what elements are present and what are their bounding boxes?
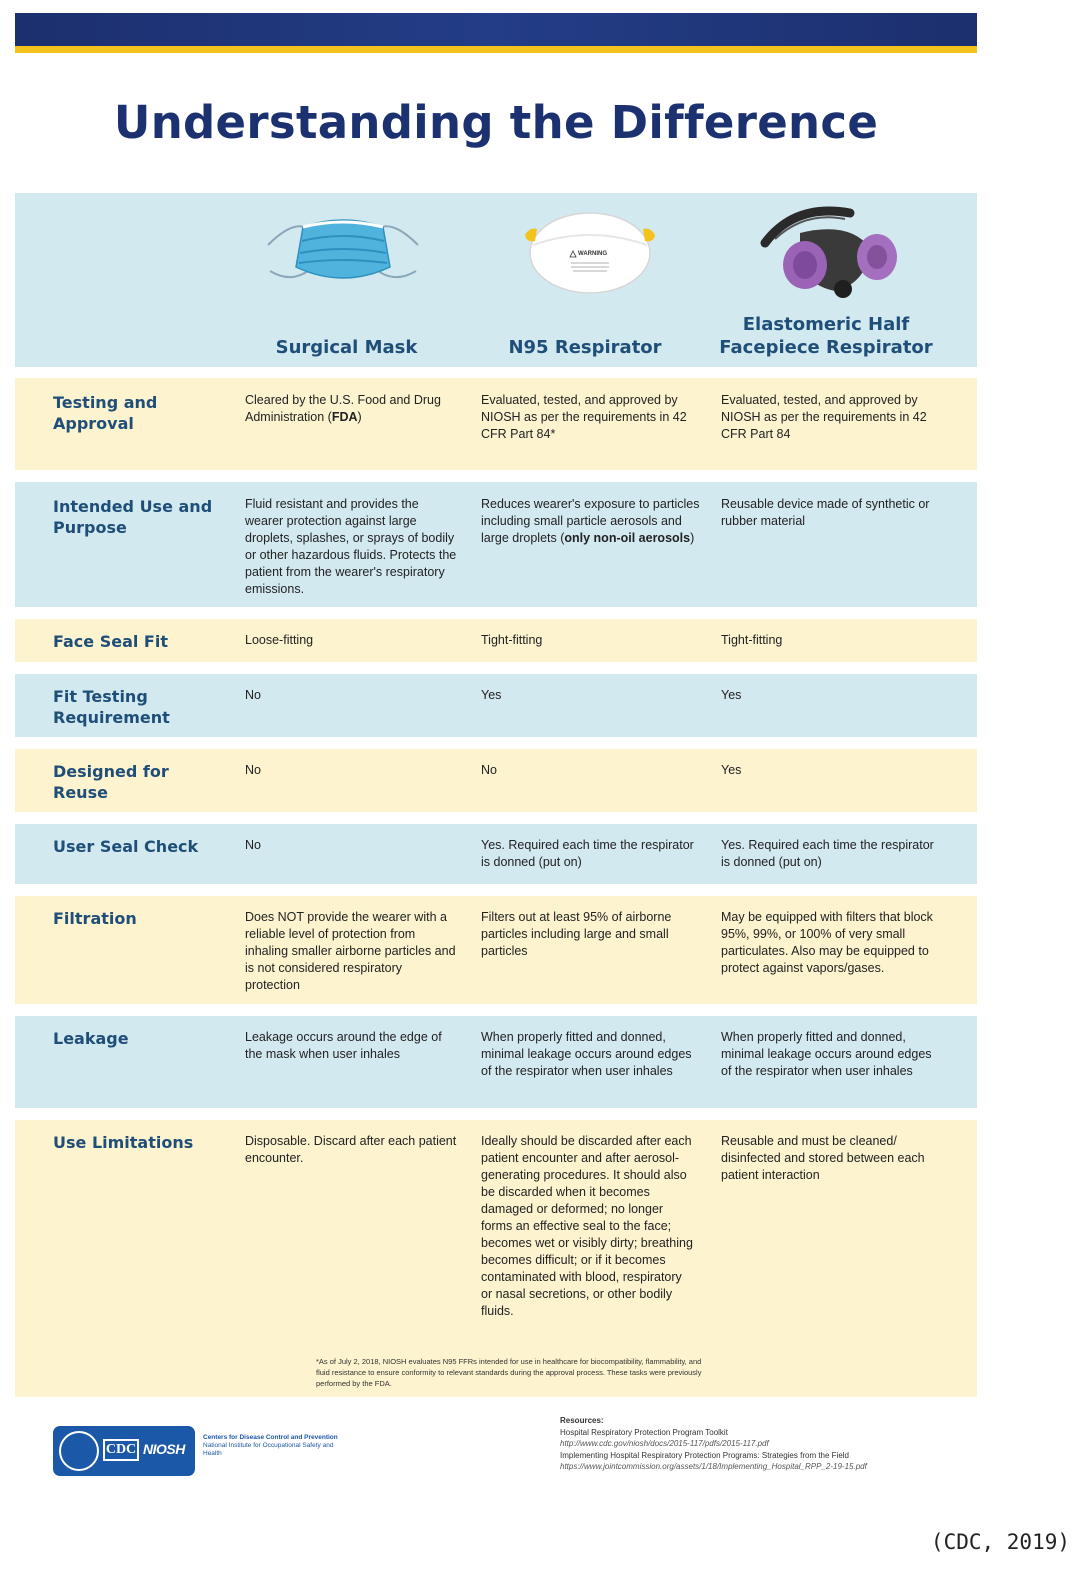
resource-link[interactable]: http://www.cdc.gov/niosh/docs/2015-117/pdfs/2015-117.pdf <box>560 1439 769 1448</box>
agency-names <box>203 1434 343 1458</box>
cell-n95: Yes. Required each time the respirator is donned (put on) <box>481 838 694 869</box>
row-label: Leakage <box>53 1029 129 1048</box>
niosh-full-name: National Institute for Occupational Safety and Health <box>203 1442 334 1457</box>
column-header-elastomeric-respirator <box>705 313 947 359</box>
cell-elastomeric: Tight-fitting <box>721 633 783 647</box>
cell-surgical-mask: No <box>245 688 261 702</box>
top-banner <box>15 13 977 49</box>
cell-elastomeric: Yes <box>721 763 742 777</box>
cell-surgical-mask: Cleared by the U.S. Food and Drug Administration (FDA) <box>245 393 441 424</box>
row-label: Use Limitations <box>53 1133 194 1152</box>
cell-surgical-mask: Does NOT provide the wearer with a reliable level of protection from inhaling smaller airborne particles and is not considered respiratory protection <box>245 910 456 992</box>
cell-surgical-mask: Disposable. Discard after each patient encounter. <box>245 1134 457 1165</box>
resource-link[interactable]: https://www.jointcommission.org/assets/1/18/Implementing_Hospital_RPP_2-19-15.pdf <box>560 1462 867 1471</box>
cell-surgical-mask: No <box>245 763 261 777</box>
cell-n95: Evaluated, tested, and approved by NIOSH as per the requirements in 42 CFR Part 84* <box>481 393 687 441</box>
table-row <box>15 896 977 1004</box>
n95-respirator-icon <box>515 205 665 295</box>
cell-n95: No <box>481 763 497 777</box>
table-row <box>15 674 977 737</box>
cell-elastomeric: Reusable device made of synthetic or rubber material <box>721 497 930 528</box>
elastomeric-respirator-icon <box>755 203 905 303</box>
niosh-logo-text: NIOSH <box>143 1441 185 1457</box>
elastomeric-header-line2: Facepiece Respirator <box>719 337 933 358</box>
table-row <box>15 482 977 607</box>
cell-elastomeric: Evaluated, tested, and approved by NIOSH as per the requirements in 42 CFR Part 84 <box>721 393 927 441</box>
row-label: Face Seal Fit <box>53 632 168 651</box>
cell-surgical-mask: Leakage occurs around the edge of the mask when user inhales <box>245 1030 442 1061</box>
page-title: Understanding the Difference <box>113 96 879 149</box>
cdc-logo-text: CDC <box>103 1439 139 1461</box>
cell-n95: Reduces wearer's exposure to particles including small particle aerosols and large droplets (only non-oil aerosols) <box>481 497 700 545</box>
table-row <box>15 749 977 812</box>
cell-elastomeric: Yes. Required each time the respirator is donned (put on) <box>721 838 934 869</box>
resources-section <box>560 1415 980 1473</box>
top-accent-stripe <box>15 46 977 53</box>
table-row <box>15 619 977 662</box>
table-row <box>15 1016 977 1108</box>
elastomeric-header-line1: Elastomeric Half <box>742 314 910 335</box>
column-header-band <box>15 193 977 367</box>
row-label: Filtration <box>53 909 137 928</box>
cell-n95: Yes <box>481 688 502 702</box>
row-label: Intended Use and Purpose <box>53 497 213 537</box>
row-label: Testing and Approval <box>53 393 158 433</box>
resource-title: Implementing Hospital Respiratory Protection Programs: Strategies from the Field <box>560 1450 850 1460</box>
surgical-mask-icon <box>258 205 428 295</box>
table-row <box>15 824 977 884</box>
cell-elastomeric: When properly fitted and donned, minimal leakage occurs around edges of the respirator when user inhales <box>721 1030 932 1078</box>
cell-n95: Filters out at least 95% of airborne particles including large and small particles <box>481 910 672 958</box>
resources-heading: Resources: <box>560 1416 604 1425</box>
table-row <box>15 378 977 470</box>
cell-n95: When properly fitted and donned, minimal leakage occurs around edges of the respirator when user inhales <box>481 1030 692 1078</box>
cell-elastomeric: May be equipped with filters that block 95%, 99%, or 100% of very small particulates. Also may be equipped to protect against vapors/gases. <box>721 910 933 975</box>
cdc-niosh-logo <box>53 1426 195 1476</box>
row-label: User Seal Check <box>53 837 199 856</box>
cell-surgical-mask: Fluid resistant and provides the wearer protection against large droplets, splashes, or sprays of bodily or other hazardous fluids. Protects the patient from the wearer's respiratory emissions. <box>245 497 457 596</box>
cell-n95: Ideally should be discarded after each patient encounter and after aerosol-generating procedures. It should also be discarded when it becomes damaged or deformed; no longer forms an effective seal to the face; becomes wet or visibly dirty; breathing becomes difficult; or if it becomes contaminated with blood, respiratory or nasal secretions, or other bodily fluids. <box>481 1134 693 1318</box>
cell-surgical-mask: Loose-fitting <box>245 633 314 647</box>
column-header-surgical-mask: Surgical Mask <box>275 337 418 358</box>
cell-n95: Tight-fitting <box>481 633 543 647</box>
n95-warning-label: WARNING <box>578 251 607 257</box>
cell-elastomeric: Yes <box>721 688 742 702</box>
footnote: *As of July 2, 2018, NIOSH evaluates N95 FFRs intended for use in healthcare for biocompatibility, flammability, and fluid resistance to ensure conformity to relevant standards during the approval process. These tasks were previously performed by the FDA. <box>316 1357 702 1388</box>
cell-elastomeric: Reusable and must be cleaned/ disinfected and stored between each patient interaction <box>721 1134 925 1182</box>
row-label: Designed for Reuse <box>53 762 169 802</box>
column-header-n95-respirator: N95 Respirator <box>508 337 662 358</box>
citation: (CDC, 2019) <box>930 1530 1070 1554</box>
resource-title: Hospital Respiratory Protection Program Toolkit <box>560 1427 728 1437</box>
cell-surgical-mask: No <box>245 838 261 852</box>
cdc-full-name: Centers for Disease Control and Prevention <box>203 1434 338 1441</box>
row-label: Fit Testing Requirement <box>53 687 170 727</box>
hhs-seal-icon <box>59 1431 99 1471</box>
